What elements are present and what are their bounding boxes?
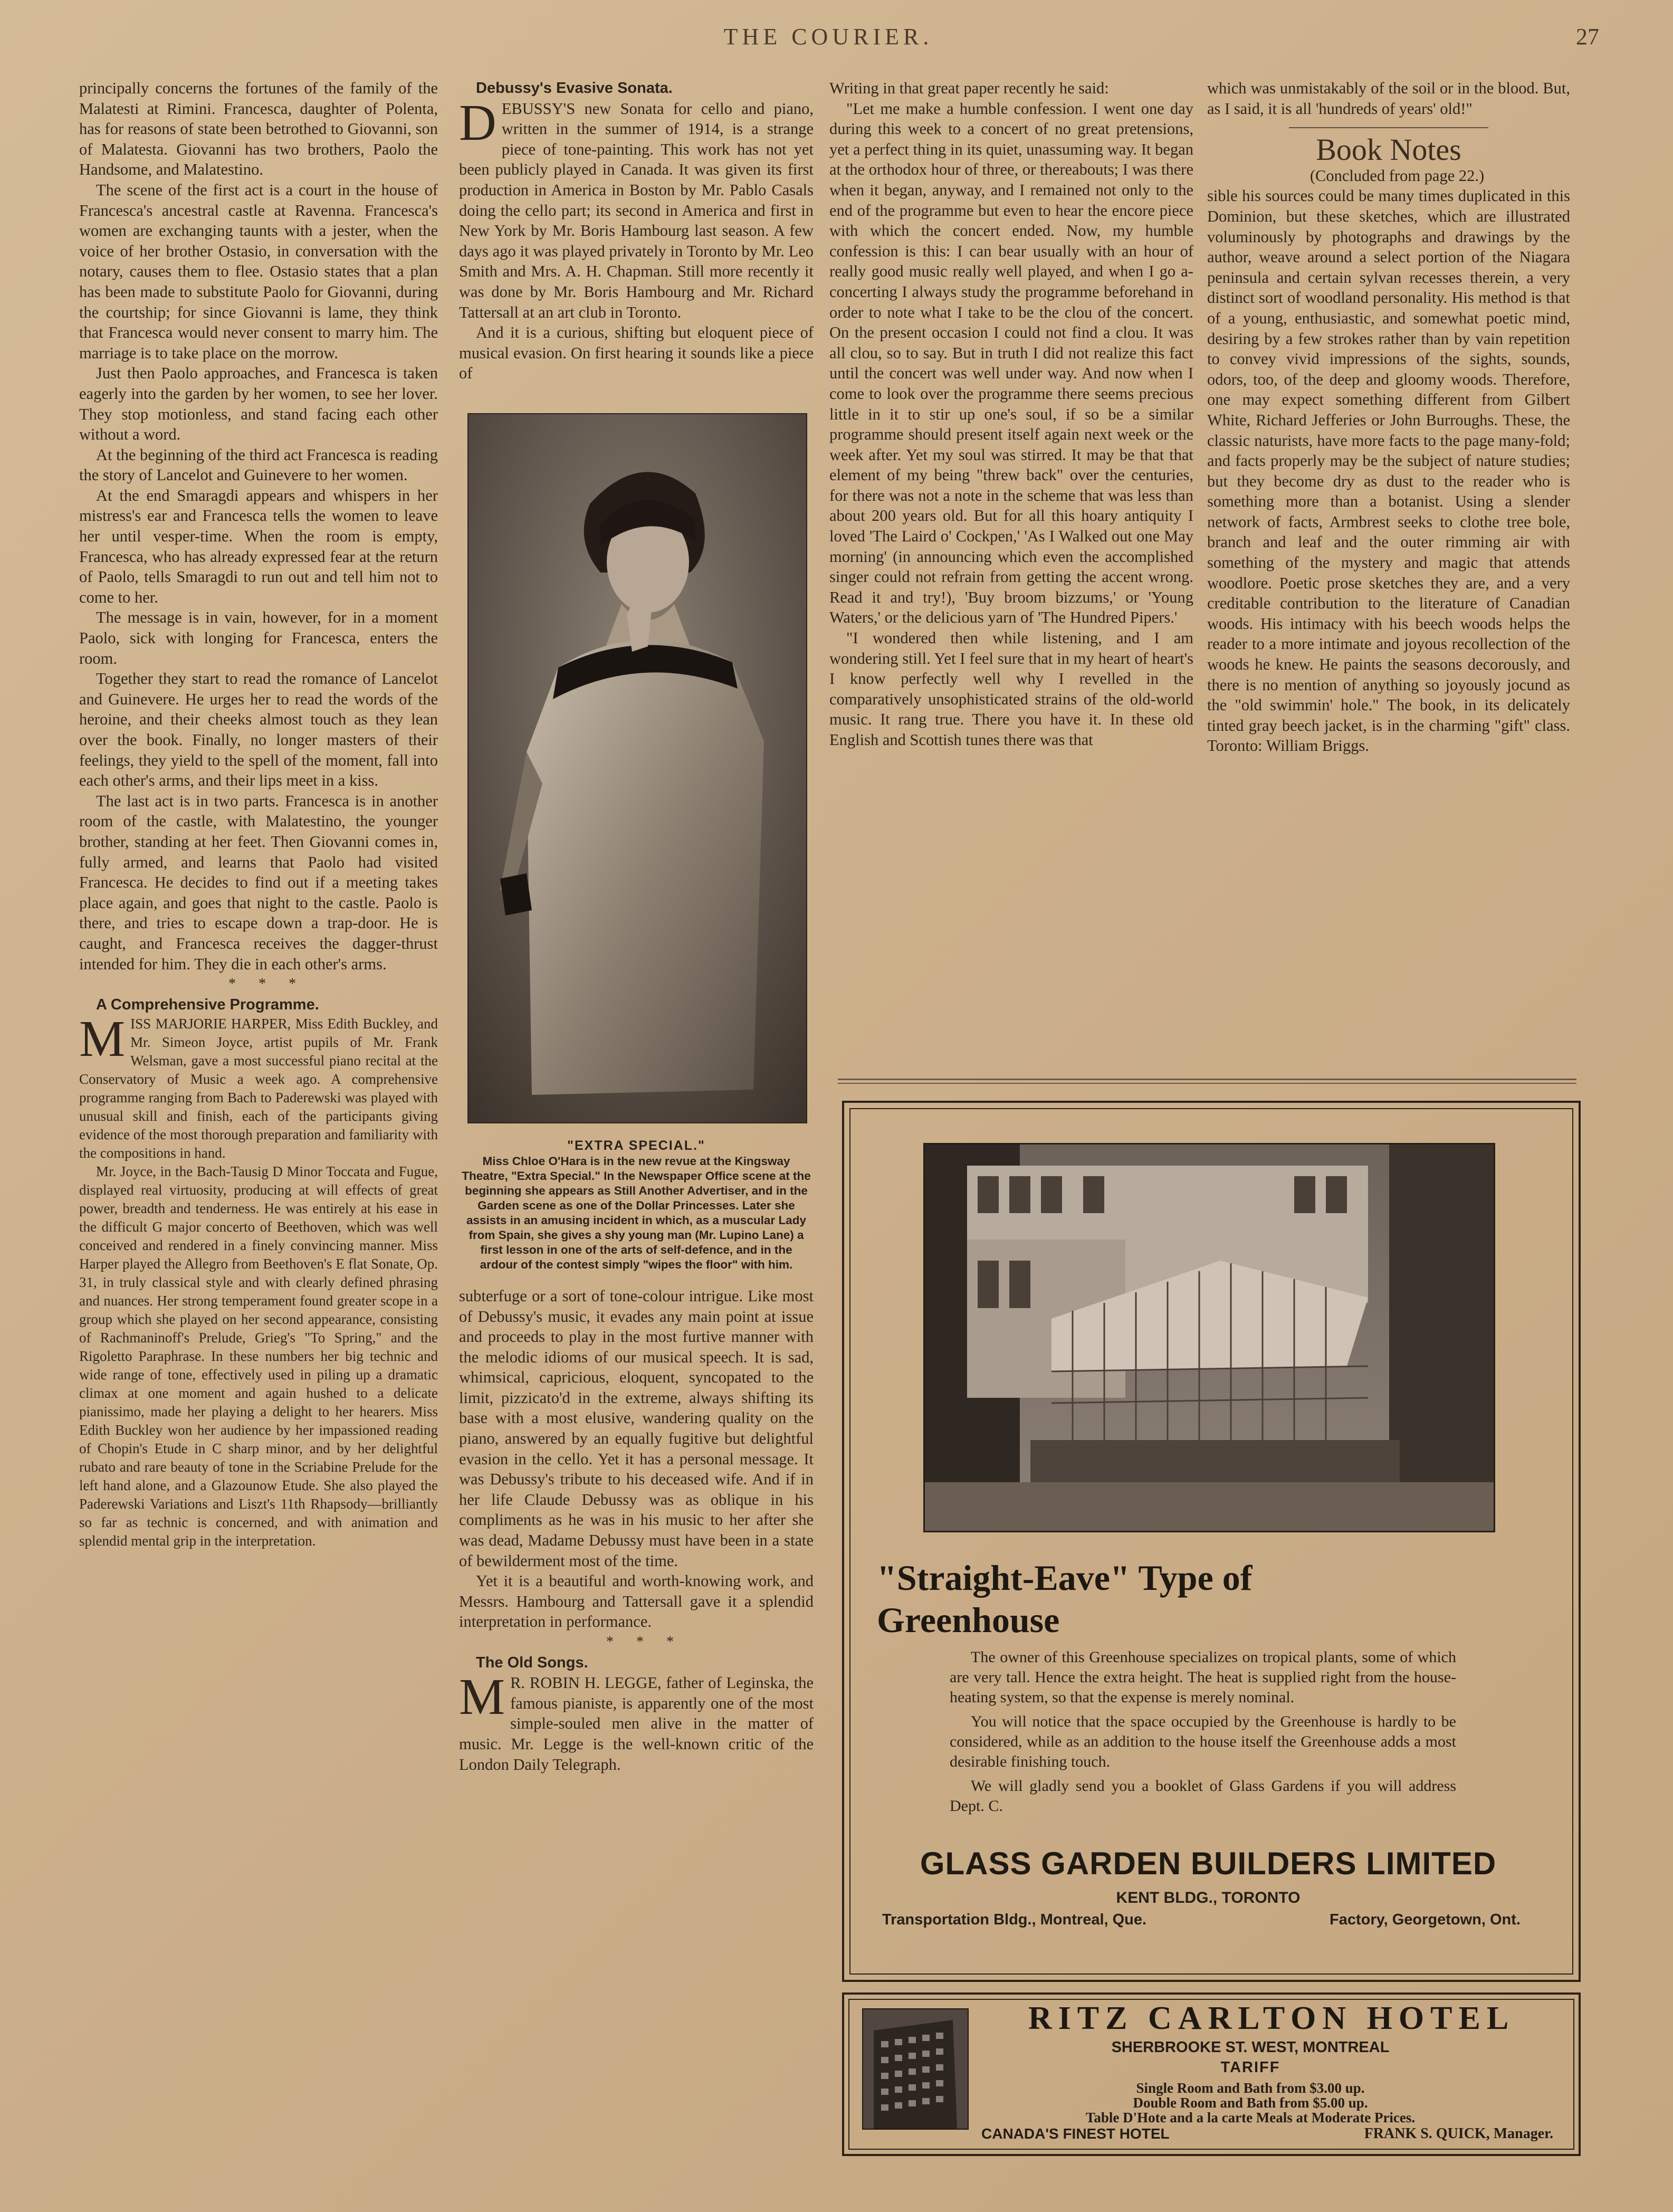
column-3 [829,78,1193,1074]
article-paragraph: sible his sources could be many times duplicated in this Dominion, but these sketches, which are illustrated voluminously by photographs and drawings by the author, weave around a select portion of the Niagara peninsula and certain sylvan recesses therein, a very distinct sort of woodland personality. His method is that of a young, enthusiastic, and somewhat poetic mind, desiring by a few strokes rather than by vain repetition to convey vivid impressions of the sights, sounds, odors, too, of the deep and gloomy woods. Therefore, one may expect something different from Gilbert White, Richard Jefferies or John Burroughs. These, the classic naturists, have more facts to the page many-fold; and facts properly may be the subject of nature studies; but they become dry as dust to the reader who is something more than a botanist. Using a slender network of facts, Armbrest seeks to clothe tree bole, branch and leaf and the outer rimming air with something of the mystery and magic that attends woodlore. Poetic prose sketches they are, and a very creditable contribution to the literature of Canadian woods. His intimacy with his beech woods helps the reader to a more intimate and joyous recollection of the woods he knew. He paints the seasons decorously, and there is no mention of anything so joyously jocund as the "old swimmin' hole." The book, in its delicately tinted gray beech jacket, is in the charming "gift" class. Toronto: William Briggs. [1207,187,1570,755]
hotel-manager: FRANK S. QUICK, Manager. [1364,2125,1553,2142]
hotel-rate: Double Room and Bath from $5.00 up. [1133,2095,1368,2111]
hotel-building-image [862,2008,969,2130]
article-paragraph: The scene of the first act is a court in the house of Francesca's ancestral castle at Ravenna. Francesca's women are exchanging taunts with a jester, when the voice of her brother Ostasio, in conversation with the notary, causes them to flee. Ostasio states that a plan has been made to substitute Paolo for Giovanni, during the courtship; for since Giovanni is lame, they think that Francesca would never consent to marry him. The marriage is to take place on the morrow. [79,180,438,362]
drop-cap: M [79,1010,126,1068]
ad-location-left: Transportation Bldg., Montreal, Que. [882,1911,1147,1928]
running-title: THE COURIER. [723,24,933,50]
ad-paragraph: You will notice that the space occupied by the Greenhouse is hardly to be considered, while as an addition to the house itself the Greenhouse adds a most desirable finishing touch. [950,1713,1456,1770]
page-number: 27 [1576,24,1599,50]
hotel-rate: Table D'Hote and a la carte Meals at Moderate Prices. [1085,2110,1416,2125]
portrait-photo [467,413,807,1123]
article-paragraph: subterfuge or a sort of tone-colour intrigue. Like most of Debussy's music, it evades any main point at issue and proceeds to play in the most furtive manner with the melodic idioms of our musical speech. It is sad, whimsical, capricious, eloquent, syncopated to the limit, pizzicato'd in the extreme, always shifting its base with a most elusive, wandering quality on the piano, answered by an equally fugitive but delightful evasion in the cello. Yet it has a personal message. It was Debussy's tribute to his deceased wife. And if in her life Claude Debussy was as oblique in his compliments as he was in his music to her after she was dead, Madame Debussy must have been in a state of bewilderment most of the time. [459,1286,814,1570]
section-heading: Debussy's Evasive Sonata. [476,80,673,97]
article-paragraph: EBUSSY'S new Sonata for cello and piano, written in the summer of 1914, is a strange piece of tone-painting. This work has not yet been publicly played in Canada. It was given its first production in America in Boston by Mr. Pablo Casals doing the cello part; its second in America and first in New York by Mr. Boris Hambourg last season. A few days ago it was played privately in Toronto by Mr. Leo Smith and Mrs. A. H. Chapman. Still more recently it was done by Mr. Boris Hambourg and Mr. Richard Tattersall at an art club in Toronto. [459,99,814,321]
hotel-tariff-label: TARIFF [1220,2059,1280,2076]
photo-caption [461,1138,811,1272]
article-paragraph: ISS MARJORIE HARPER, Miss Edith Buckley, and Mr. Simeon Joyce, artist pupils of Mr. Frank Welsman, gave a most successful piano recital at the Conservatory of Music a week ago. A comprehensive programme ranging from Bach to Paderewski was played with unusual skill and finish, each of the participants giving evidence of the most thorough preparation and familiarity with the compositions in hand. [79,1016,438,1161]
section-heading: Book Notes [1316,132,1461,167]
hotel-address: SHERBROOKE ST. WEST, MONTREAL [1111,2039,1390,2056]
drop-cap: M [459,1668,505,1726]
hotel-slogan: CANADA'S FINEST HOTEL [981,2125,1170,2142]
continuation-note: (Concluded from page 22.) [1309,166,1485,185]
ad-body [950,1647,1456,1820]
section-divider-stars: * * * [606,1634,683,1650]
ad-location-right: Factory, Georgetown, Ont. [1330,1911,1521,1928]
article-paragraph: Together they start to read the romance of Lancelot and Guinevere. He urges her to read the words of the heroine, and their cheeks almost touch as they lean over the book. Finally, no longer masters of their feelings, they yield to the spell of the moment, fall into each other's arms, and their lips meet in a kiss. [79,670,438,790]
ad-paragraph: We will gladly send you a booklet of Glass Gardens if you will address Dept. C. [950,1777,1456,1815]
programme-article [79,1010,438,1550]
section-heading: The Old Songs. [476,1654,588,1671]
article-paragraph: Writing in that great paper recently he said: [829,79,1109,97]
greenhouse-advertisement [842,1101,1581,1982]
greenhouse-photo [923,1143,1495,1532]
article-paragraph: At the beginning of the third act Francesca is reading the story of Lancelot and Guinevere to her women. [79,445,438,484]
article-paragraph: Yet it is a beautiful and worth-knowing work, and Messrs. Hambourg and Tattersall gave it a splendid interpretation in performance. [459,1572,814,1631]
column-4 [1207,78,1570,1074]
article-paragraph: "Let me make a humble confession. I went one day during this week to a concert of no great pretensions, yet a perfect thing in its quiet, unassuming way. It began at the orthodox hour of three, or thereabouts; I was there when it began, anyway, and I remained not only to the end of the programme but even to hear the encore piece with which the concert ended. Now, my humble confession is this: I can bear usually with an hour of really good music really well played, and when I go a-concerting I always study the programme beforehand in order to note what I take to be the clou of the concert. On the present occasion I could not find a clou. It was all clou, so to say. But in truth I did not realize this fact until the concert was well under way. And now when I come to look over the programme there seems precious little in it to stir up one's soul, if so be a similar programme should present itself again next week or the week after. Yet my soul was stirred. It may be that that element of my being "threw back" over the centuries, for there was not a note in the scheme that was less than about 200 years old. But for all this hoary antiquity I loved 'The Laird o' Cockpen,' 'As I Walked out one May morning' (in announcing which even the accomplished singer could not refrain from getting the accent wrong. Read it and try!), 'Buy broom bizzums,' or 'Young Waters,' or the delicious yarn of 'The Hundred Pipers.' [829,99,1193,627]
divider-rule [1289,127,1488,128]
column-2 [459,78,814,2147]
article-paragraph: And it is a curious, shifting but eloquent piece of musical evasion. On first hearing it sounds like a piece of [459,323,814,383]
article-paragraph: At the end Smaragdi appears and whispers in her mistress's ear and Francesca tells the women to leave her until vesper-time. When the room is empty, Francesca, who has already expressed fear at the return of Paolo, tells Smaragdi to run out and tell him not to come to her. [79,486,438,606]
portrait-illustration [469,414,806,1122]
article-paragraph: "I wondered then while listening, and I am wondering still. Yet I feel sure that in my heart of heart's I know perfectly well why I revelled in the comparatively unsophisticated strains of the old-world music. It rang true. There you have it. In these old English and Scottish tunes there was that [829,629,1193,749]
running-head [0,23,1673,55]
article-paragraph: The message is in vain, however, for in a moment Paolo, sick with longing for Francesca, enters the room. [79,608,438,668]
hotel-advertisement [842,1992,1581,2156]
caption-text: Miss Chloe O'Hara is in the new revue at the Kingsway Theatre, "Extra Special." In the Newspaper Office scene at the beginning she appears as Still Another Advertiser, and in the Garden scene as one of the Dollar Princesses. Later she assists in an amusing incident in which, as a muscular Lady from Spain, she gives a shy young man (Mr. Lupino Lane) a first lesson in one of the arts of self-defence, and in the ardour of the contest simply "wipes the floor" with him. [462,1154,811,1271]
ad-address: KENT BLDG., TORONTO [1116,1889,1301,1906]
hotel-rate: Single Room and Bath from $3.00 up. [1136,2080,1365,2096]
article-paragraph: which was unmistakably of the soil or in the blood. But, as I said, it is all 'hundreds of years' old!" [1207,79,1570,118]
divider-rule [838,1079,1576,1080]
ad-headline-line: Greenhouse [877,1600,1060,1640]
ad-company-name: GLASS GARDEN BUILDERS LIMITED [920,1846,1497,1881]
greenhouse-illustration [925,1145,1494,1531]
section-heading: A Comprehensive Programme. [96,996,319,1013]
article-paragraph: The last act is in two parts. Francesca is in another room of the castle, with Malatestino, the younger brother, standing at her feet. Then Giovanni comes in, fully armed, and learns that Paolo had visited Francesca. He decides to find out if a meeting takes place again, and goes that night to the castle. Paolo is there, and tries to escape down a trap-door. He is caught, and Francesca receives the dagger-thrust intended for him. They die in each other's arms. [79,792,438,973]
column-1 [79,78,438,2147]
ad-headline [877,1557,1510,1641]
article-paragraph: Mr. Joyce, in the Bach-Tausig D Minor Toccata and Fugue, displayed real virtuosity, producing at will effects of great power, breadth and tenderness. He was entirely at his ease in the difficult G major concerto of Beethoven, which was well conceived and rendered in a finely convincing manner. Miss Harper played the Allegro from Beethoven's E flat Sonate, Op. 31, in truly classical style and with clearly defined phrasing and nuances. Her strong temperament found greater scope in a group which she played on her second appearance, consisting of Rachmaninoff's Prelude, Grieg's "To Spring," and the Rigoletto Paraphrase. In these numbers her big technic and wide range of tone, effectively used in piling up a dramatic climax at one moment and again hushed to a delicate pianissimo, made her playing a delight to her hearers. Miss Edith Buckley won her audience by her impassioned reading of Chopin's Etude in C sharp minor, and by her delightful rubato and rare beauty of tone in the Scriabine Prelude for the left hand alone, and a Glazounow Etude. She also played the Paderewski Variations and Liszt's 11th Rhapsody—brilliantly so far as technic is concerned, and with animation and splendid mental grip in the interpretation. [79,1164,438,1549]
ad-headline-line: "Straight-Eave" Type of [877,1558,1253,1598]
section-divider-stars: * * * [228,976,305,993]
article-paragraph: Just then Paolo approaches, and Francesca is taken eagerly into the garden by her women, to see her lover. They stop motionless, and stand facing each other without a word. [79,364,438,444]
caption-title: "EXTRA SPECIAL." [567,1138,705,1153]
hotel-name: RITZ CARLTON HOTEL [1028,2000,1515,2036]
article-paragraph: R. ROBIN H. LEGGE, father of Leginska, the famous pianiste, is apparently one of the most simple-souled men alive in the matter of music. Mr. Legge is the well-known critic of the London Daily Telegraph. [459,1674,814,1774]
hotel-building-illustration [863,2009,968,2129]
ad-paragraph: The owner of this Greenhouse specializes on tropical plants, some of which are very tall. Hence the extra height. The heat is supplied right from the house-heating system, so that the expense is merely nominal. [950,1648,1456,1706]
divider-rule [838,1083,1576,1084]
article-paragraph: principally concerns the fortunes of the family of the Malatesti at Rimini. Francesca, daughter of Polenta, has for reasons of state been betrothed to Giovanni, son of Malatesta. Giovanni has two brothers, Paolo the Handsome, and Malatestino. [79,79,438,179]
drop-cap: D [459,94,496,151]
